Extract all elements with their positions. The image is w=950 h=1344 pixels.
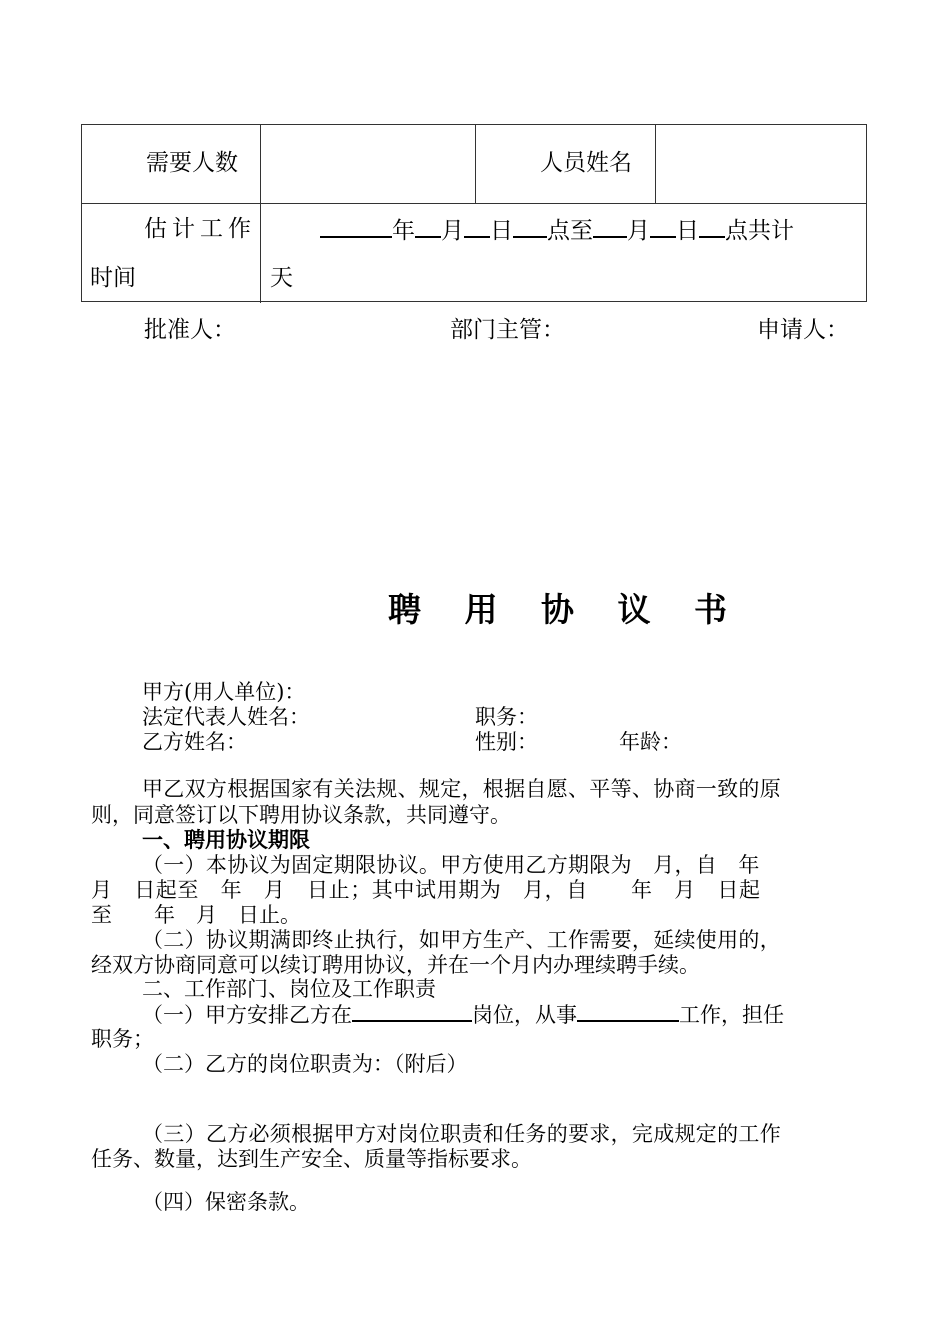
- blank-year[interactable]: [320, 216, 392, 238]
- clause-1-1-line-3: 至 年 月 日止。: [91, 903, 301, 927]
- clause-1-1-line-1: （一）本协议为固定期限协议。甲方使用乙方期限为 月，自 年: [142, 853, 760, 877]
- label-estimated-time-2: 时间: [90, 265, 136, 291]
- applicant-label: 申请人：: [757, 317, 849, 343]
- blank-day-end[interactable]: [650, 216, 676, 238]
- clause-2-2: （二）乙方的岗位职责为：（附后）: [142, 1052, 468, 1076]
- section-1-title: 一、聘用协议期限: [142, 827, 310, 852]
- label-estimated-time-1: 估计工作: [144, 216, 256, 242]
- table-col-divider: [260, 125, 261, 303]
- blank-month[interactable]: [415, 216, 441, 238]
- input-staff-name[interactable]: [657, 126, 865, 202]
- clause-2-1-pre: （一）甲方安排乙方在: [142, 1003, 352, 1027]
- clause-2-1-post: 工作，担任: [679, 1003, 784, 1027]
- table-col-divider: [475, 125, 476, 203]
- unit-day: 日: [490, 218, 513, 244]
- approver-label: 批准人：: [144, 317, 236, 343]
- party-b-label: 乙方姓名：: [142, 730, 247, 754]
- time-range-line[interactable]: [320, 216, 794, 244]
- intro-line-1: 甲乙双方根据国家有关法规、规定，根据自愿、平等、协商一致的原: [142, 777, 781, 801]
- unit-day-end: 日: [676, 218, 699, 244]
- label-headcount: 需要人数: [146, 150, 238, 176]
- table-row-divider: [82, 203, 866, 204]
- blank-day[interactable]: [464, 216, 490, 238]
- clause-2-1-mid: 岗位，从事: [472, 1003, 577, 1027]
- unit-total: 点共计: [725, 218, 794, 244]
- input-headcount[interactable]: [262, 126, 472, 202]
- blank-hour[interactable]: [513, 216, 547, 238]
- contract-title: 聘 用 协 议 书: [388, 590, 743, 629]
- legal-rep-label: 法定代表人姓名：: [142, 705, 310, 729]
- blank-work[interactable]: [577, 1002, 679, 1022]
- position-label: 职务：: [475, 705, 538, 729]
- clause-1-1-line-2: 月 日起至 年 月 日止；其中试用期为 月，自 年 月 日起: [91, 878, 761, 902]
- table-col-divider: [655, 125, 656, 203]
- clause-2-3-line-1: （三）乙方必须根据甲方对岗位职责和任务的要求，完成规定的工作: [142, 1122, 781, 1146]
- intro-line-2: 则，同意签订以下聘用协议条款，共同遵守。: [91, 803, 511, 827]
- clause-2-3-line-2: 任务、数量，达到生产安全、质量等指标要求。: [91, 1147, 532, 1171]
- unit-month: 月: [441, 218, 464, 244]
- blank-department[interactable]: [352, 1002, 472, 1022]
- unit-hour-to: 点至: [547, 218, 593, 244]
- clause-2-1-line-2: 职务；: [91, 1027, 154, 1051]
- gender-label: 性别：: [475, 730, 538, 754]
- clause-1-2-line-2: 经双方协商同意可以续订聘用协议，并在一个月内办理续聘手续。: [91, 953, 700, 977]
- manager-label: 部门主管：: [450, 317, 565, 343]
- blank-hour-end[interactable]: [699, 216, 725, 238]
- clause-2-1-line-1: [142, 1002, 784, 1027]
- clause-2-4: （四）保密条款。: [142, 1190, 310, 1214]
- blank-month-end[interactable]: [593, 216, 627, 238]
- clause-1-2-line-1: （二）协议期满即终止执行，如甲方生产、工作需要，延续使用的，: [142, 928, 781, 952]
- unit-month-end: 月: [627, 218, 650, 244]
- label-staff-name: 人员姓名: [540, 150, 632, 176]
- party-a-label: 甲方(用人单位)：: [142, 680, 306, 704]
- unit-days: 天: [270, 265, 293, 291]
- section-2-title: 二、工作部门、岗位及工作职责: [142, 977, 436, 1001]
- age-label: 年龄：: [619, 730, 682, 754]
- unit-year: 年: [392, 218, 415, 244]
